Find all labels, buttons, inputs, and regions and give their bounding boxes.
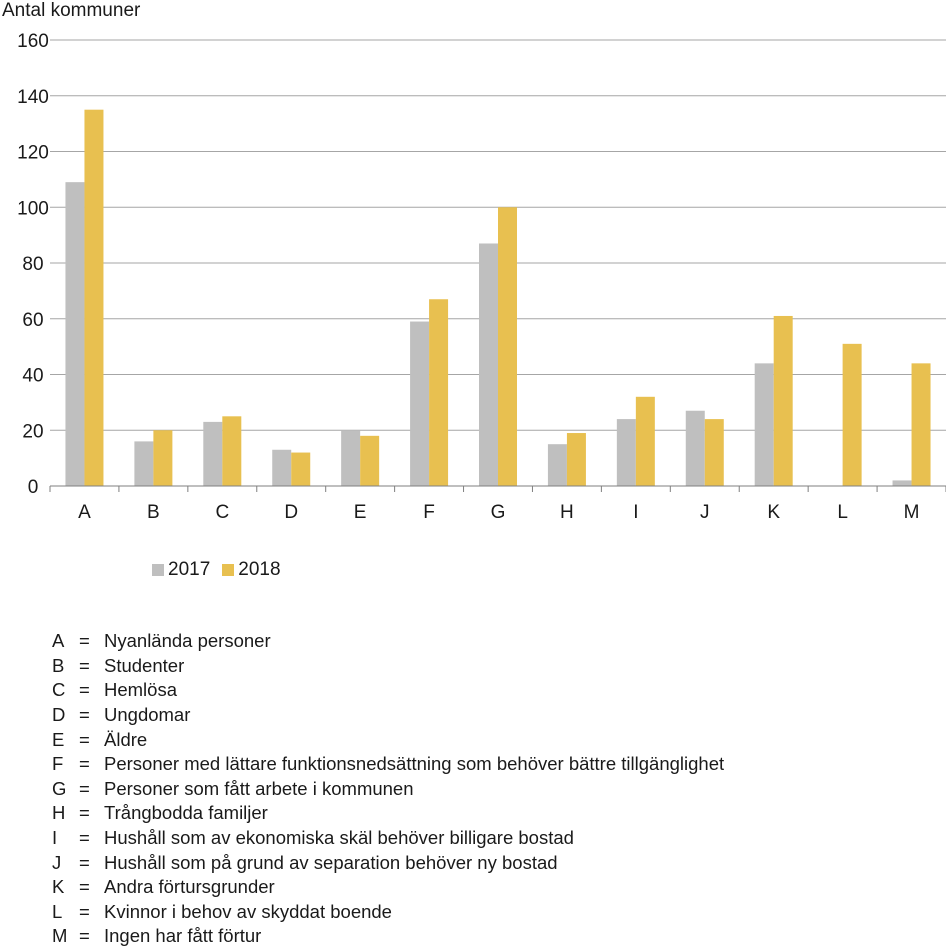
key-row-G (52, 777, 724, 802)
bar-2018-L (843, 344, 862, 486)
key-letter: D (52, 704, 66, 726)
legend-swatch-2018 (222, 564, 234, 576)
key-equals: = (79, 777, 90, 799)
key-letter: H (52, 802, 66, 824)
key-description: Hushåll som på grund av separation behöver ny bostad (104, 851, 558, 873)
legend-item-2018 (222, 559, 280, 581)
key-letter: M (52, 925, 68, 947)
bar-2017-B (134, 441, 153, 486)
key-description: Äldre (104, 728, 148, 750)
key-description: Ungdomar (104, 704, 191, 726)
key-equals: = (79, 728, 90, 750)
bar-2018-M (912, 363, 931, 486)
x-tick-label: I (633, 502, 639, 523)
key-equals: = (79, 925, 90, 947)
bar-2017-E (341, 430, 360, 486)
key-letter: F (52, 753, 64, 775)
bar-2017-K (755, 363, 774, 486)
legend (152, 559, 293, 581)
key-letter: K (52, 876, 65, 898)
x-tick-label: E (353, 502, 367, 523)
key-letter: B (52, 654, 65, 676)
y-tick-label: 100 (17, 198, 49, 220)
category-key-list (52, 629, 724, 949)
bar-2017-H (548, 444, 567, 486)
bar-2017-M (893, 480, 912, 486)
key-equals: = (79, 851, 90, 873)
bar-2017-I (617, 419, 636, 486)
x-tick-label: B (147, 502, 160, 523)
bar-2018-J (705, 419, 724, 486)
bar-2017-C (203, 422, 222, 486)
bar-2018-G (498, 207, 517, 486)
key-equals: = (79, 654, 90, 676)
legend-label-2018: 2018 (238, 559, 281, 580)
bar-2018-F (429, 299, 448, 486)
key-row-A (52, 629, 724, 654)
key-letter: A (52, 630, 65, 652)
x-tick-label: J (700, 502, 710, 523)
key-row-K (52, 875, 724, 900)
x-tick-label: G (490, 502, 506, 523)
key-row-H (52, 801, 724, 826)
key-row-F (52, 752, 724, 777)
key-row-B (52, 654, 724, 679)
key-description: Personer med lättare funktionsnedsättning som behöver bättre tillgänglighet (104, 753, 725, 775)
key-equals: = (79, 630, 90, 652)
y-tick-label: 0 (27, 477, 39, 498)
bar-2017-G (479, 243, 498, 486)
key-letter: C (52, 679, 66, 701)
x-tick-label: H (560, 502, 574, 523)
legend-item-2017 (152, 559, 210, 581)
bar-2018-E (360, 436, 379, 486)
y-axis-title: Antal kommuner (2, 0, 141, 21)
y-tick-label: 160 (17, 31, 49, 52)
key-equals: = (79, 900, 90, 922)
x-tick-label: A (78, 502, 91, 523)
x-tick-label: D (284, 502, 299, 523)
key-description: Ingen har fått förtur (104, 925, 262, 947)
key-row-E (52, 727, 724, 752)
y-tick-label: 120 (17, 142, 49, 164)
bar-2017-A (65, 182, 84, 486)
bar-2018-B (153, 430, 172, 486)
key-letter: J (52, 851, 62, 873)
key-letter: I (52, 827, 58, 849)
key-description: Andra förtursgrunder (104, 876, 275, 898)
legend-label-2017: 2017 (168, 559, 211, 580)
key-letter: E (52, 728, 65, 750)
key-row-L (52, 900, 724, 925)
y-tick-label: 80 (22, 254, 44, 275)
bar-2018-D (291, 453, 310, 486)
x-tick-label: M (903, 502, 920, 523)
key-row-C (52, 678, 724, 703)
key-equals: = (79, 753, 90, 775)
key-letter: L (52, 900, 63, 922)
x-tick-label: L (837, 502, 848, 523)
x-tick-label: F (423, 502, 435, 523)
key-description: Hemlösa (104, 679, 177, 701)
key-row-I (52, 826, 724, 851)
key-equals: = (79, 876, 90, 898)
key-description: Nyanlända personer (104, 630, 271, 652)
key-description: Trångbodda familjer (104, 802, 268, 824)
key-letter: G (52, 777, 67, 799)
y-tick-label: 60 (22, 309, 44, 331)
key-equals: = (79, 827, 90, 849)
key-row-D (52, 703, 724, 728)
bar-2018-I (636, 397, 655, 486)
key-description: Kvinnor i behov av skyddat boende (104, 900, 392, 922)
key-row-J (52, 850, 724, 875)
bar-2017-J (686, 411, 705, 486)
bar-2018-C (222, 416, 241, 486)
x-tick-label: K (767, 502, 781, 523)
key-description: Hushåll som av ekonomiska skäl behöver billigare bostad (104, 827, 574, 849)
key-equals: = (79, 704, 90, 726)
bar-2017-F (410, 322, 429, 486)
y-tick-label: 140 (17, 86, 49, 108)
bar-2017-D (272, 450, 291, 486)
y-tick-label: 20 (22, 421, 44, 443)
bar-2018-K (774, 316, 793, 486)
key-equals: = (79, 802, 90, 824)
y-tick-label: 40 (22, 365, 44, 387)
legend-swatch-2017 (152, 564, 164, 576)
key-description: Personer som fått arbete i kommunen (104, 777, 414, 799)
key-equals: = (79, 679, 90, 701)
key-row-M (52, 924, 724, 949)
key-description: Studenter (104, 654, 185, 676)
x-tick-label: C (215, 502, 230, 523)
bar-2018-A (84, 110, 103, 486)
bar-2018-H (567, 433, 586, 486)
